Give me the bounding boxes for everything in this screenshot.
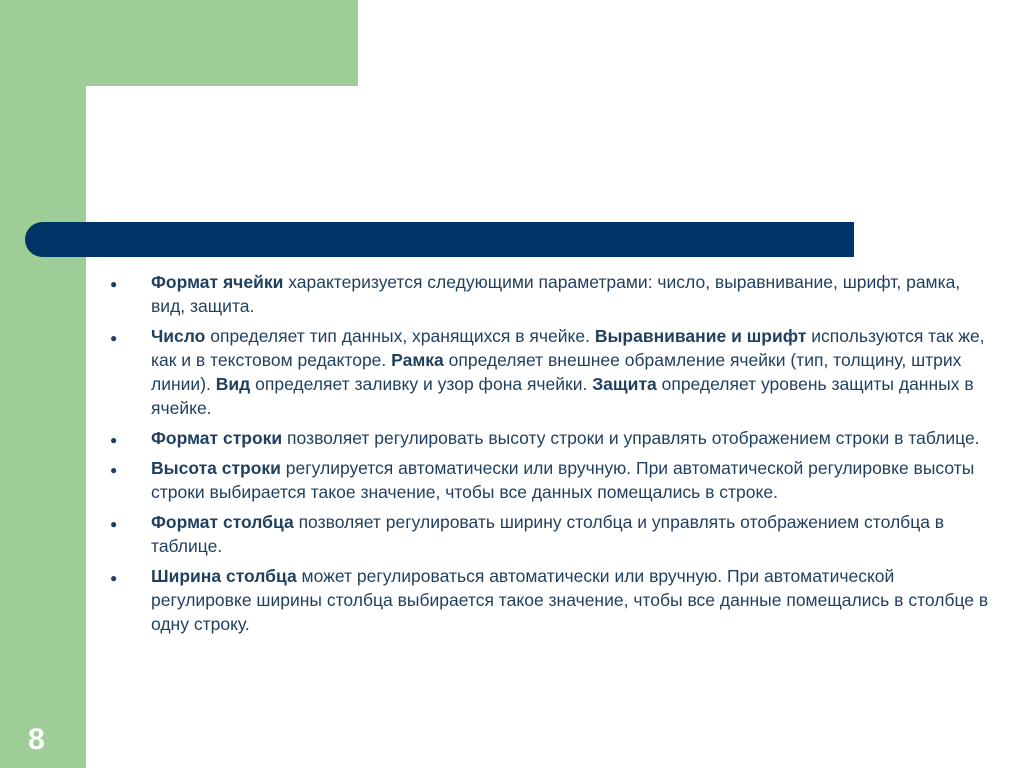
bullet-text: характеризуется следующими параметрами: число, выравнивание, шрифт, рамка, вид, защита. <box>151 272 961 316</box>
bullet-term: Число <box>151 326 206 346</box>
slide-number: 8 <box>28 723 45 756</box>
bullet-text: регулируется автоматически или вручную. При автоматической регулировке высоты строки выбирается такое значение, чтобы все данных помещались в строке. <box>151 458 975 502</box>
bullet-dot-icon <box>110 270 124 296</box>
bullet-item <box>110 270 990 318</box>
bullet-term: Формат ячейки <box>151 272 284 292</box>
bullet-text: может регулироваться автоматически или вручную. При автоматической регулировке ширины столбца выбирается такое значение, чтобы все данные помещались в столбце в одну строку. <box>151 566 989 634</box>
bullet-term: Ширина столбца <box>151 566 297 586</box>
bullet-term: Выравнивание и шрифт <box>594 326 807 346</box>
left-green-band <box>0 0 86 768</box>
bullet-term: Формат столбца <box>151 512 294 532</box>
bullet-term: Высота строки <box>151 458 281 478</box>
bullet-list <box>110 270 990 642</box>
bullet-text: определяет заливку и узор фона ячейки. <box>250 374 593 394</box>
bullet-text: позволяет регулировать ширину столбца и управлять отображением столбца в таблице. <box>151 512 945 556</box>
bullet-text: используются так же, как и в текстовом редакторе. <box>151 326 985 370</box>
bullet-item <box>110 456 990 504</box>
bullet-term: Формат строки <box>151 428 283 448</box>
bullet-dot-icon <box>110 510 124 536</box>
bullet-dot-icon <box>110 426 124 452</box>
bullet-dot-icon <box>110 564 124 590</box>
title-bar <box>25 222 854 257</box>
bullet-item <box>110 564 990 636</box>
bullet-item <box>110 510 990 558</box>
bullet-item <box>110 324 990 420</box>
bullet-term: Рамка <box>391 350 444 370</box>
bullet-text: определяет уровень защиты данных в ячейке. <box>151 374 974 418</box>
bullet-text: определяет тип данных, хранящихся в ячейке. <box>205 326 595 346</box>
bullet-dot-icon <box>110 324 124 350</box>
bullet-dot-icon <box>110 456 124 482</box>
bullet-text: позволяет регулировать высоту строки и управлять отображением строки в таблице. <box>282 428 980 448</box>
bullet-item <box>110 426 990 450</box>
bullet-text: определяет внешнее обрамление ячейки (тип, толщину, штрих линии). <box>151 350 962 394</box>
bullet-term: Защита <box>592 374 657 394</box>
bullet-term: Вид <box>215 374 251 394</box>
top-green-band <box>0 0 358 86</box>
